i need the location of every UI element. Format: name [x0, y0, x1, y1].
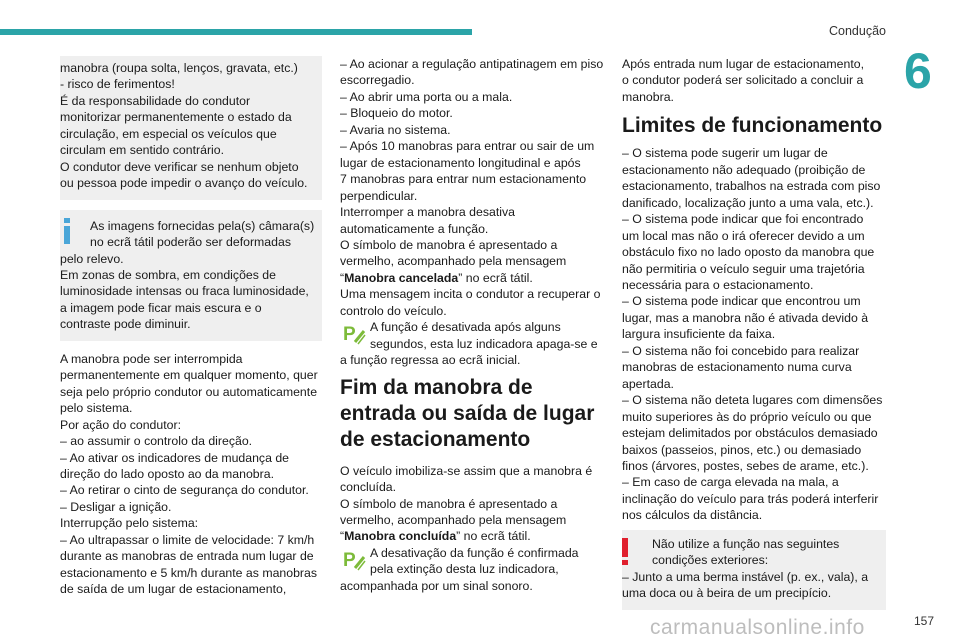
text-line: escorregadio.: [340, 73, 415, 88]
text-line: 7 manobras para entrar num estacionamento: [340, 172, 587, 187]
message-completed: “Manobra concluída” no ecrã tátil.: [340, 529, 531, 544]
text-line: inclinação do veículo para trás poderá interferir: [622, 491, 879, 506]
text-line: Não utilize a função nas seguintes: [652, 536, 840, 551]
text-line: o condutor poderá ser solicitado a concluir a: [622, 73, 864, 88]
text-line: É da responsabilidade do condutor: [60, 93, 251, 108]
text-line: direção do lado oposto ao da manobra.: [60, 466, 274, 481]
text-line: estacionamento e 5 km/h durante as manobras: [60, 565, 318, 580]
note-text: a função regressa ao ecrã inicial.: [340, 353, 521, 368]
text-line: muito superiores às do próprio veículo ou que: [622, 409, 872, 424]
text-line: Uma mensagem incita o condutor a recuperar o: [340, 287, 601, 302]
text-line: de saída de um lugar de estacionamento,: [60, 582, 287, 597]
text-line: - risco de ferimentos!: [60, 77, 175, 92]
text-line: – Em caso de carga elevada na mala, a: [622, 475, 839, 490]
note-park-2: [340, 545, 610, 594]
text-line: apertada.: [622, 376, 674, 391]
text-line: permanentemente em qualquer momento, quer: [60, 368, 318, 383]
text-line: pela extinção desta luz indicadora,: [370, 562, 559, 577]
text-line: segundos, esta luz indicadora apaga-se e: [370, 336, 598, 351]
text-line: Interrupção pelo sistema:: [60, 516, 199, 531]
text-line: – Junto a uma berma instável (p. ex., vala), a: [622, 569, 869, 584]
info-icon: [62, 218, 72, 248]
note-text: acompanhada por um sinal sonoro.: [340, 578, 533, 593]
text-line: concluída.: [340, 480, 397, 495]
text-line: circulação, em especial os veículos que: [60, 126, 277, 141]
column-1: [60, 56, 322, 598]
text-line: manobra.: [622, 89, 674, 104]
section-title: Condução: [829, 24, 886, 38]
text-line: A manobra pode ser interrompida: [60, 351, 243, 366]
watermark: carmanualsonline.info: [650, 616, 865, 639]
text-line: um local mas não o irá oferecer devido a um: [622, 228, 865, 243]
text-line: não permitiria o veículo seguir uma trajetória: [622, 261, 865, 276]
text-line: Interromper a manobra desativa: [340, 205, 515, 220]
text-line: seja pelo próprio condutor ou automaticamente: [60, 384, 318, 399]
text-line: manobra (roupa solta, lenços, gravata, etc.): [60, 61, 298, 75]
text-line: – Ao retirar o cinto de segurança do condutor.: [60, 483, 309, 498]
text-line: condições exteriores:: [652, 553, 769, 568]
text-line: ou pessoa pode impedir o avanço do veículo.: [60, 176, 308, 191]
text-line: estacionamento, trabalhos na estrada com piso: [622, 179, 881, 194]
text-line: O condutor deve verificar se nenhum objeto: [60, 159, 299, 174]
park-assist-icon: [342, 322, 366, 350]
svg-text:P: P: [343, 549, 356, 571]
warning-icon: [620, 538, 630, 570]
text-line: pelo sistema.: [60, 401, 133, 416]
text-line: Em zonas de sombra, em condições de: [60, 267, 276, 282]
warning-note: [622, 530, 886, 610]
text-line: durante as manobras de entrada num lugar de: [60, 549, 314, 564]
text-line: automaticamente a função.: [340, 221, 489, 236]
text-line: – O sistema não foi concebido para realizar: [622, 343, 860, 358]
text-line: nos cálculos da distância.: [622, 508, 763, 523]
text-line: O veículo imobiliza-se assim que a manobra é: [340, 463, 593, 478]
text-line: A função é desativada após alguns: [370, 320, 561, 335]
section-heading: Limites de funcionamento: [622, 114, 883, 138]
text-line: a imagem pode ficar mais escura e o: [60, 300, 262, 315]
text-line: – Avaria no sistema.: [340, 122, 451, 137]
column-2: [340, 56, 610, 594]
text-line: pelo relevo.: [60, 251, 124, 266]
text-line: – O sistema pode indicar que encontrou um: [622, 294, 861, 309]
caution-box: [60, 56, 322, 200]
text-line: Por ação do condutor:: [60, 417, 181, 432]
text-line: necessária para o estacionamento.: [622, 277, 814, 292]
note-park-1: [340, 319, 610, 368]
text-line: – O sistema pode indicar que foi encontrado: [622, 212, 864, 227]
text-line: O símbolo de manobra é apresentado a: [340, 237, 558, 252]
text-line: luminosidade intensas ou fraca luminosidade,: [60, 284, 309, 299]
text-line: circulam em sentido contrário.: [60, 143, 225, 158]
text-line: estacionamento não adequado (proibição de: [622, 162, 866, 177]
text-line: controlo do veículo.: [340, 303, 447, 318]
text-line: monitorizar permanentemente o estado da: [60, 110, 292, 125]
page-number: 157: [914, 614, 935, 628]
text-line: – Ao ultrapassar o limite de velocidade: 7 km/h: [60, 532, 315, 547]
chapter-number: 6: [904, 43, 932, 99]
text-line: O símbolo de manobra é apresentado a: [340, 496, 558, 511]
text-line: – O sistema não deteta lugares com dimensões: [622, 393, 883, 408]
text-line: perpendicular.: [340, 188, 418, 203]
text-line: no ecrã tátil poderão ser deformadas: [90, 235, 291, 250]
column-3: [622, 56, 886, 610]
text-line: uma doca ou à beira de um precipício.: [622, 586, 832, 601]
text-line: – Ao abrir uma porta ou a mala.: [340, 89, 513, 104]
text-line: baixos (passeios, pinos, etc.) ou demasiado: [622, 442, 862, 457]
text-line: A desativação da função é confirmada: [370, 545, 579, 560]
text-line: – Bloqueio do motor.: [340, 106, 453, 121]
text-line: obstáculo fixo no lado oposto da manobra que: [622, 245, 875, 260]
text-line: As imagens fornecidas pela(s) câmara(s): [90, 218, 315, 233]
text-line: contraste pode diminuir.: [60, 317, 191, 332]
text-line: manobras de estacionamento numa curva: [622, 360, 852, 375]
text-line: – Após 10 manobras para entrar ou sair de um: [340, 139, 595, 154]
text-line: vermelho, acompanhado pela mensagem: [340, 512, 567, 527]
message-cancelled: “Manobra cancelada” no ecrã tátil.: [340, 270, 533, 285]
text-line: – O sistema pode sugerir um lugar de: [622, 146, 828, 161]
text-line: lugar de estacionamento longitudinal e após: [340, 155, 581, 170]
svg-text:P: P: [343, 324, 356, 346]
text-line: – Ao acionar a regulação antipatinagem em piso: [340, 57, 604, 71]
text-line: – Desligar a ignição.: [60, 499, 172, 514]
text-line: danificado, localização junto a uma vala, etc.).: [622, 195, 874, 210]
text-line: finos (árvores, postes, sebes de arame, etc.).: [622, 458, 869, 473]
park-assist-icon: [342, 548, 366, 576]
text-line: vermelho, acompanhado pela mensagem: [340, 254, 567, 269]
text-line: largura insuficiente da faixa.: [622, 327, 776, 342]
text-line: Após entrada num lugar de estacionamento,: [622, 57, 864, 71]
info-note: [60, 210, 322, 341]
section-heading: Fim da manobra de entrada ou saída de lugar de estacionamento: [340, 375, 595, 451]
text-line: – Ao ativar os indicadores de mudança de: [60, 450, 290, 465]
text-line: estejam delimitados por obstáculos demasiado: [622, 426, 878, 441]
text-line: – ao assumir o controlo da direção.: [60, 434, 253, 449]
header-bar: [0, 29, 472, 35]
text-line: lugar, mas a manobra não é ativada devido à: [622, 310, 869, 325]
